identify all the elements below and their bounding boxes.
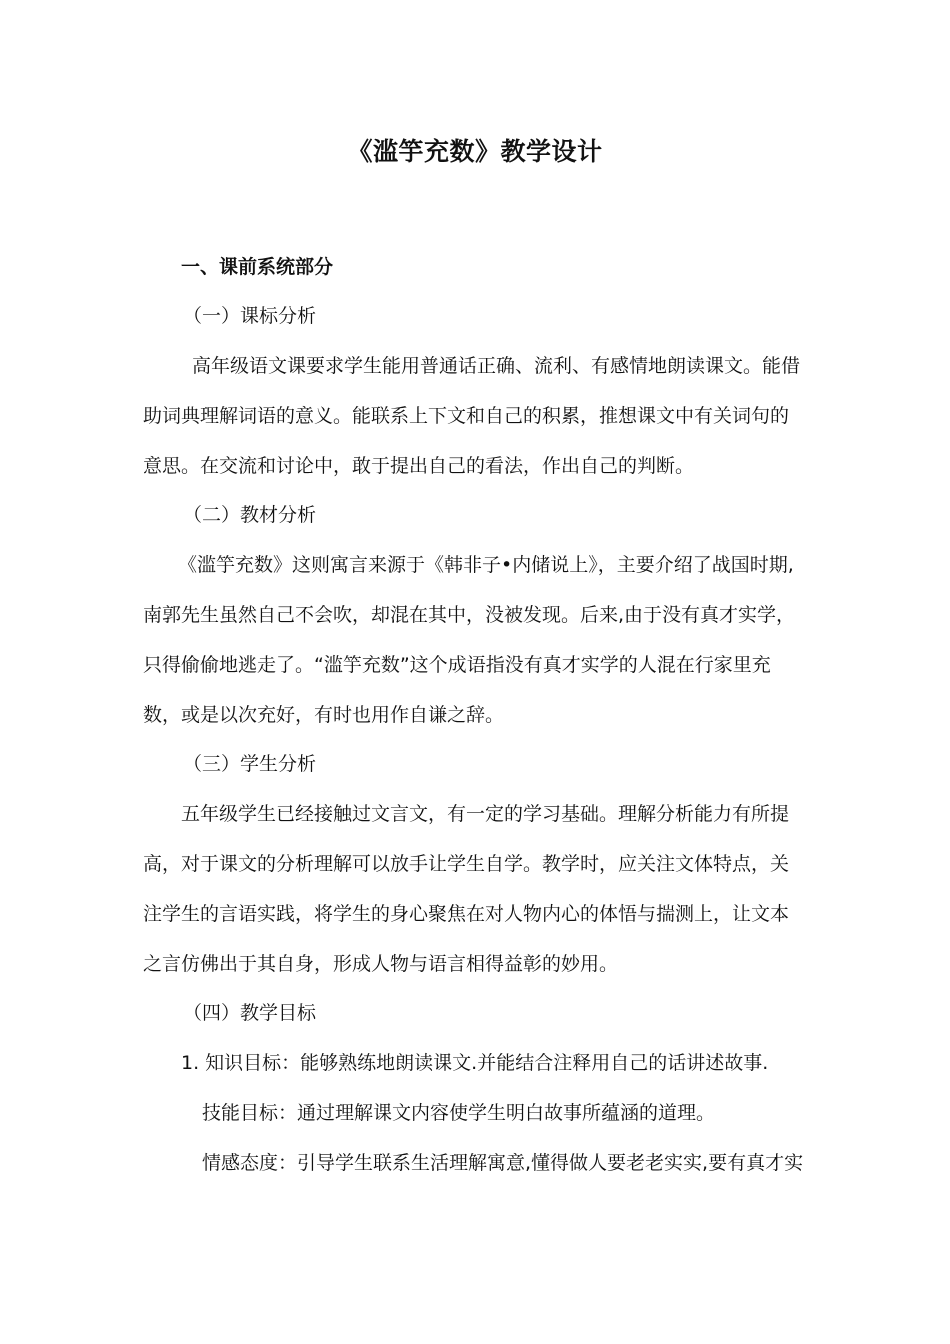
- subsection-heading-3: （三）学生分析: [183, 753, 317, 775]
- paragraph-line: 意思。在交流和讨论中，敢于提出自己的看法，作出自己的判断。: [143, 455, 695, 477]
- objective-line: 1. 知识目标：能够熟练地朗读课文.并能结合注释用自己的话讲述故事.: [181, 1052, 769, 1074]
- objective-line: 情感态度：引导学生联系生活理解寓意,懂得做人要老老实实,要有真才实: [202, 1152, 804, 1174]
- paragraph-line: 高年级语文课要求学生能用普通话正确、流利、有感情地朗读课文。能借: [192, 355, 801, 377]
- page-title: 《滥竽充数》教学设计: [347, 137, 603, 166]
- paragraph-line: 数，或是以次充好，有时也用作自谦之辞。: [143, 704, 505, 726]
- paragraph-line: 只得偷偷地逃走了。“滥竽充数”这个成语指没有真才实学的人混在行家里充: [143, 654, 771, 676]
- paragraph-line: 《滥竽充数》这则寓言来源于《韩非子•内储说上》，主要介绍了战国时期,: [178, 554, 794, 576]
- paragraph-line: 南郭先生虽然自己不会吹，却混在其中，没被发现。后来,由于没有真才实学，: [143, 604, 796, 626]
- paragraph-line: 助词典理解词语的意义。能联系上下文和自己的积累，推想课文中有关词句的: [143, 405, 790, 427]
- paragraph-line: 五年级学生已经接触过文言文，有一定的学习基础。理解分析能力有所提: [181, 803, 790, 825]
- subsection-heading-1: （一）课标分析: [183, 305, 317, 327]
- paragraph-line: 高，对于课文的分析理解可以放手让学生自学。教学时，应关注文体特点，关: [143, 853, 790, 875]
- objective-line: 技能目标：通过理解课文内容使学生明白故事所蕴涵的道理。: [202, 1102, 716, 1124]
- subsection-heading-4: （四）教学目标: [183, 1002, 317, 1024]
- paragraph-line: 之言仿佛出于其自身，形成人物与语言相得益彰的妙用。: [143, 953, 619, 975]
- subsection-heading-2: （二）教材分析: [183, 504, 317, 526]
- paragraph-line: 注学生的言语实践，将学生的身心聚焦在对人物内心的体悟与揣测上，让文本: [143, 903, 790, 925]
- section-heading-1: 一、课前系统部分: [181, 256, 334, 278]
